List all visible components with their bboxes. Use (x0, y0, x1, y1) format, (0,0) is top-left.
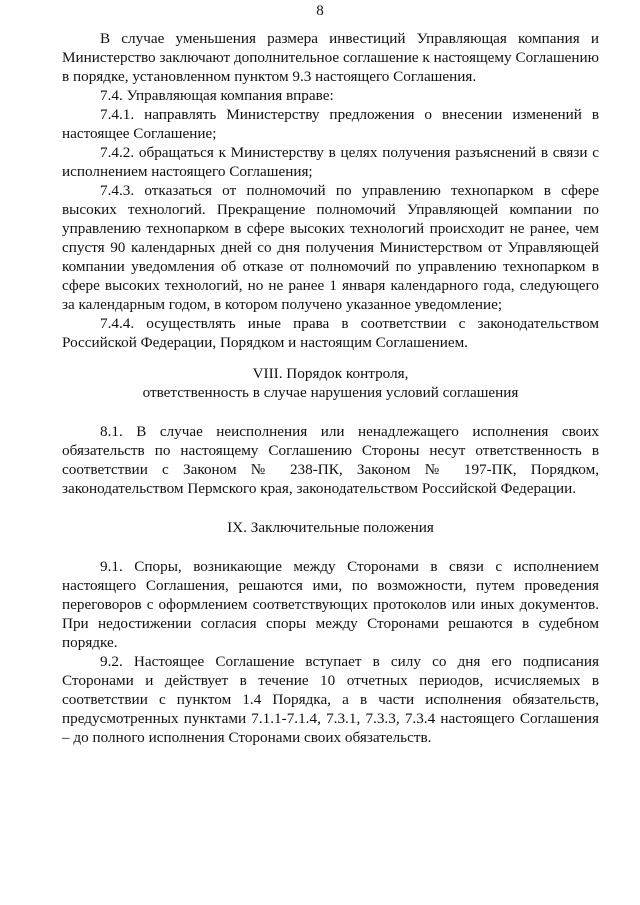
paragraph-8-1: 8.1. В случае неисполнения или ненадлежащего исполнения своих обязательств по настоящему Соглашению Стороны несут ответственность в соответствии с Законом № 238-ПК, Законом № 197-ПК, Порядком, законодательством Пермского края, законодательством Российской Федерации. (62, 423, 599, 497)
paragraph-9-2: 9.2. Настоящее Соглашение вступает в силу со дня его подписания Сторонами и действует в течение 10 отчетных периодов, исчисляемых в соответствии с пунктом 1.4 Порядка, а в части исполнения обязательств, предусмотренных пунктами 7.1.1-7.1.4, 7.3.1, 7.3.3, 7.3.4 настоящего Соглашения – до полного исполнения Сторонами своих обязательств. (62, 653, 599, 746)
page-number: 8 (316, 3, 324, 19)
section-8-heading-line2: ответственность в случае нарушения условий соглашения (142, 384, 519, 401)
paragraph-investment-reduction: В случае уменьшения размера инвестиций Управляющая компания и Министерство заключают дополнительное соглашение к настоящему Соглашению в порядке, установленном пунктом 9.3 настоящего Соглашения. (62, 30, 599, 85)
paragraph-9-1: 9.1. Споры, возникающие между Сторонами в связи с исполнением настоящего Соглашения, решаются ими, по возможности, путем проведения переговоров с оформлением соответствующих протоколов или иных документов. При недостижении согласия споры между Сторонами решаются в судебном порядке. (62, 558, 599, 651)
paragraph-7-4-2: 7.4.2. обращаться к Министерству в целях получения разъяснений в связи с исполнением настоящего Соглашения; (62, 144, 599, 180)
document-body (62, 29, 599, 747)
section-8-heading-line1: VIII. Порядок контроля, (252, 365, 409, 382)
paragraph-7-4: 7.4. Управляющая компания вправе: (100, 87, 334, 104)
paragraph-7-4-4: 7.4.4. осуществлять иные права в соответствии с законодательством Российской Федерации, Порядком и настоящим Соглашением. (62, 315, 599, 351)
paragraph-7-4-3: 7.4.3. отказаться от полномочий по управлению технопарком в сфере высоких технологий. Прекращение полномочий Управляющей компании по управлению технопарком в сфере высоких технологий происходит не ранее, чем спустя 90 календарных дней со дня получения Министерством от Управляющей компании уведомления об отказе от полномочий по управлению технопарком в сфере высоких технологий, но не ранее 1 января календарного года, следующего за календарным годом, в котором получено указанное уведомление; (62, 182, 599, 313)
paragraph-7-4-1: 7.4.1. направлять Министерству предложения о внесении изменений в настоящее Соглашение; (62, 106, 599, 142)
section-9-heading: IX. Заключительные положения (227, 519, 434, 536)
